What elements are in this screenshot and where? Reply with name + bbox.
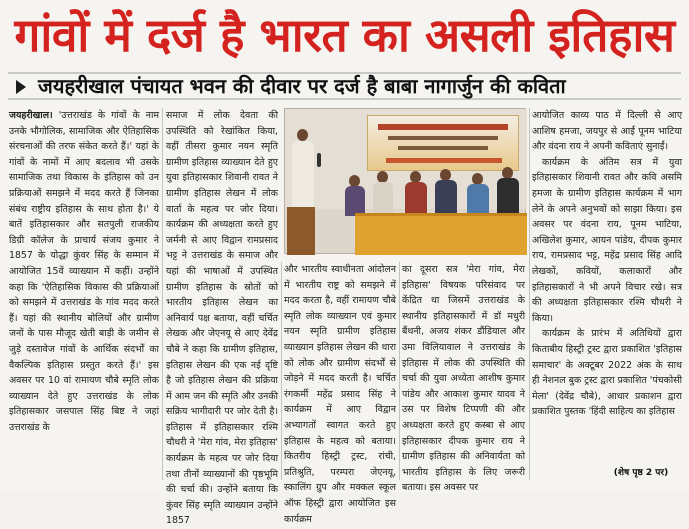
article-column-2 — [166, 108, 278, 527]
article-column-3 — [284, 262, 396, 525]
podium — [287, 207, 315, 255]
column-divider — [529, 108, 530, 480]
event-banner — [367, 115, 519, 171]
triangle-bullet-icon — [16, 80, 26, 94]
microphone-icon — [317, 153, 321, 167]
column-4-text: का दूसरा सत्र 'मेरा गांव, मेरा इतिहास' विषयक परिसंवाद पर केंद्रित था जिसमें उत्तराखंड के स्थानीय इतिहासकारों में डॉ मधुरी बैंथनी, अजय शंकर डौंडियाल और उमा विलियावाल ने उत्तराखंड के इतिहास में लोक की उपस्थिति की चर्चा की युवा अध्येता आशीष कुमार पांडेय और आकाश कुमार यादव ने उस पर विशेष टिप्पणी की और अध्यक्षता करते हुए कस्बा से आए इतिहासकार दीपक कुमार राय ने ग्रामीण इतिहास की अनिवार्यता को भारतीय इतिहास के लिए जरूरी बताया। इस अवसर पर — [402, 264, 525, 494]
column-2-text: समाज में लोक देवता की उपस्थिति को रेखांकित किया, वहीं तीसरा कुमार नयन स्मृति ग्रामीण इतिहास व्याख्यान देते हुए युवा इतिहासकार शिवानी रावत ने ग्रामीण इतिहास लेखन में लोक वार्ता के महत्व पर जोर दिया। कार्यक्रम की अध्यक्षता करते हुए जर्मनी से आए विद्वान रामप्रसाद भट्ट ने उत्तराखंड के समाज और यहां की भाषाओं में उपस्थित ग्रामीण इतिहास के स्रोतों को भारतीय इतिहास लेखन का अनिवार्य पक्ष बताया, वहीं चर्चित लेखक और जेएनयू से आए देवेंद्र चौबे ने कहा कि ग्रामीण इतिहास, इतिहास लेखन की एक नई दृष्टि है जो इतिहास लेखन की प्रक्रिया में आम जन की स्मृति और उनकी सक्रिय भागीदारी पर जोर देती है। इतिहास में इतिहासकार रश्मि चौधरी ने 'मेरा गांव, मेरा इतिहास' कार्यक्रम के महत्व पर जोर दिया तथा तीनों व्याख्यानों की पृष्ठभूमि की चर्चा की। उन्होंने बताया कि कुंवर सिंह स्मृति व्याख्यान उन्होंने 1857 — [166, 110, 278, 527]
column-1-text: 'उत्तराखंड के गांवों के नाम उनके भौगोलिक, सामाजिक और ऐतिहासिक संरचनाओं की तरफ संकेत करते हैं।' यहां के गांवों के नामों में आए बदलाव भी उसके सामाजिक तथा विकास के इतिहास को उन प्रक्रियाओं समझने में मदद करते हैं जिनका संबंध राष्ट्रीय इतिहास के साथ होता है।' ये बातें इतिहासकार और सतपुली राजकीय डिग्री कॉलेज के प्राचार्य संजय कुमार ने 1857 के योद्धा कुंवर सिंह के सम्मान में आयोजित 15वें व्याख्यान में कहीं। उन्होंने कहा कि 'ऐतिहासिक विकास की प्रक्रियाओं को समझने में उत्तराखंड के गांव मदद करते हैं। यहां की स्थानीय बोलियों और ग्रामीण जनों के पास मौजूद खेती बाड़ी के जमीन से जुड़े दस्तावेज गांवों के आर्थिक संदर्भों का वैकल्पिक इतिहास प्रस्तुत करते हैं।' इस अवसर पर 10 वां रामायण चौबे स्मृति लोक व्याख्यान देते हुए उत्तराखंड के लोक इतिहासकार जसपाल सिंह बिष्ट ने जहां उत्तराखंड के — [9, 110, 159, 433]
subheadline: जयहरीखाल पंचायत भवन की दीवार पर दर्ज है बाबा नागार्जुन की कविता — [38, 74, 566, 98]
stage-table — [355, 213, 527, 255]
subheadline-bar — [8, 72, 681, 100]
column-5-para-1: आयोजित काव्य पाठ में दिल्ली से आए आशिष हमजा, जयपुर से आईं पूनम भाटिया और वंदना राय ने अपनी कविताएं सुनाईं। — [532, 110, 682, 153]
column-5-para-2: कार्यक्रम के अंतिम सत्र में युवा इतिहासकार शिवानी रावत और कवि असमि हमजा के ग्रामीण इतिहास कार्यक्रम में भाग लेने के अपने अनुभवों को साझा किया। इस अवसर पर वंदना राय, पूनम भाटिया, अखिलेश कुमार, आयन पांडेय, दीपक कुमार राय, रामप्रसाद भट्ट, महेंद्र प्रसाद सिंह आदि लेखकों, कवियों, कलाकारों और इतिहासकारों ने भी अपने विचार रखे। सत्र की अध्यक्षता इतिहासकार रश्मि चौधरी ने किया। — [532, 156, 682, 324]
article-column-4 — [402, 262, 525, 494]
event-photo — [284, 108, 526, 254]
article-column-5 — [532, 108, 682, 453]
article-column-1 — [9, 108, 159, 480]
column-3-text: और भारतीय स्वाधीनता आंदोलन में भारतीय राष्ट्र को समझने में मदद करता है, वहीं रामायण चौबे स्मृति लोक व्याख्यान एवं कुमार नयन स्मृति ग्रामीण इतिहास व्याख्यान इतिहास लेखन की धारा को लोक और ग्रामीण संदर्भों से जोड़ने में मदद करती है। चर्चित रंगकर्मी महेंद्र प्रसाद सिंह ने कार्यक्रम में आए विद्वान अभ्यागतों स्वागत करते हुए इतिहास के महत्व को बताया। कितरीय हिस्ट्री ट्रस्ट, रांची, प्रतिश्रुति, परम्परा जेएनयू, स्कालिंग ग्रुप और मक्कल स्कूल ऑफ हिस्ट्री द्वारा आयोजित इस कार्यक्रम — [284, 264, 396, 525]
column-divider — [162, 108, 163, 480]
column-5-para-3: कार्यक्रम के प्रारंभ में अतिथियों द्वारा किताबीय हिस्ट्री ट्रस्ट द्वारा प्रकाशित 'इतिहास समाचार' के अक्टूबर 2022 अंक के साथ ही नेशनल बुक ट्रस्ट द्वारा प्रकाशित 'पंचकोसी मेला' (देवेंद्र चौबे), आधार प्रकाशन द्वारा प्रकाशित पुस्तक 'हिंदी साहित्य का इतिहास — [532, 328, 682, 418]
column-divider — [399, 262, 400, 480]
column-divider — [281, 262, 282, 480]
dateline: जयहरीखाल। — [9, 110, 53, 121]
continued-on-page-2: (शेष पृष्ठ 2 पर) — [613, 468, 669, 478]
headline: गांवों में दर्ज है भारत का असली इतिहास — [14, 8, 675, 62]
